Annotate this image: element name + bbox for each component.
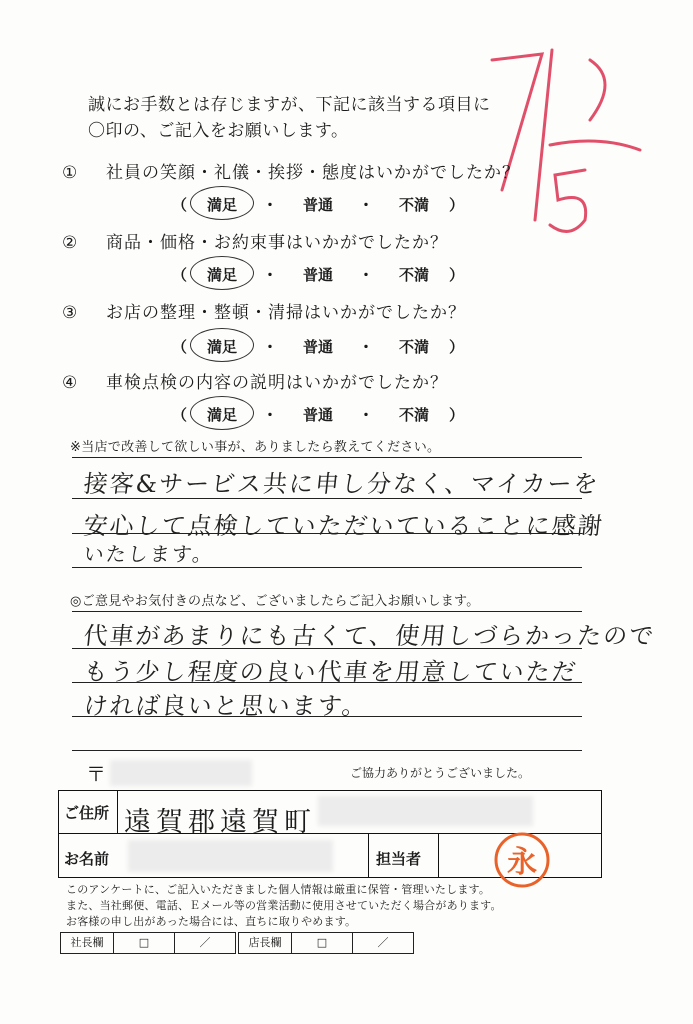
question-4 [62, 368, 448, 393]
divider [72, 567, 582, 568]
stamp-text: 永 [507, 845, 537, 880]
redacted-address [318, 796, 533, 826]
president-label: 社長欄 [60, 932, 114, 954]
intro-text [88, 92, 491, 144]
improvement-line-2: 安心して点検していただいていることに感謝 [82, 512, 606, 540]
privacy-line-3: お客様の申し出があった場合には、直ちに取りやめます。 [66, 915, 357, 928]
question-3-text: お店の整理・整頓・清掃はいかがでしたか？ [106, 303, 466, 323]
staff-label: 担当者 [376, 850, 422, 868]
date-mark [440, 40, 650, 240]
option-normal[interactable]: 普通 [302, 266, 333, 284]
close-paren: ） [448, 338, 464, 356]
address-label: ご住所 [64, 804, 110, 822]
form-col-divider [438, 833, 439, 877]
separator: ・ [358, 406, 374, 424]
president-slash[interactable]: ／ [174, 932, 236, 954]
option-satisfied[interactable]: 満足 [206, 266, 237, 284]
separator: ・ [358, 338, 374, 356]
option-satisfied[interactable]: 満足 [206, 196, 237, 214]
name-label: お名前 [64, 850, 110, 868]
divider [72, 498, 582, 499]
option-normal[interactable]: 普通 [302, 196, 333, 214]
open-paren: （ [172, 266, 188, 284]
opinion-line-2: もう少し程度の良い代車を用意していただ [82, 658, 580, 686]
question-2 [62, 228, 448, 253]
improvement-heading: ※当店で改善して欲しい事が、ありましたら教えてください。 [70, 440, 441, 455]
question-4-number: ④ [62, 373, 79, 393]
separator: ・ [262, 266, 278, 284]
question-3 [62, 298, 466, 323]
thanks-text: ご協力ありがとうございました。 [350, 766, 531, 780]
improvement-line-3: いたします。 [82, 542, 216, 566]
option-normal[interactable]: 普通 [302, 406, 333, 424]
redacted-name [128, 840, 333, 872]
divider [72, 457, 582, 458]
option-dissatisfied[interactable]: 不満 [398, 196, 429, 214]
question-3-number: ③ [62, 303, 79, 323]
intro-line-1: 誠にお手数とは存じますが、下記に該当する項目に [88, 95, 491, 115]
divider [72, 533, 582, 534]
open-paren: （ [172, 196, 188, 214]
divider [72, 648, 582, 649]
option-dissatisfied[interactable]: 不満 [398, 406, 429, 424]
separator: ・ [262, 406, 278, 424]
selected-circle [190, 328, 254, 362]
divider [72, 611, 582, 612]
option-dissatisfied[interactable]: 不満 [398, 338, 429, 356]
divider [72, 750, 582, 751]
separator: ・ [262, 196, 278, 214]
selected-circle [190, 186, 254, 220]
manager-box[interactable]: □ [291, 932, 353, 954]
form-col-divider [117, 790, 118, 833]
manager-slash[interactable]: ／ [352, 932, 414, 954]
selected-circle [190, 256, 254, 290]
privacy-notice [66, 882, 502, 930]
opinion-line-3: ければ良いと思います。 [82, 692, 370, 720]
question-2-text: 商品・価格・お約束事はいかがでしたか？ [106, 233, 448, 253]
opinion-heading: ◎ご意見やお気付きの点など、ございましたらご記入お願いします。 [70, 594, 480, 609]
option-satisfied[interactable]: 満足 [206, 406, 237, 424]
intro-line-2: 〇印の、ご記入をお願いします。 [88, 121, 349, 141]
question-1-text: 社員の笑顔・礼儀・挨拶・態度はいかがでしたか？ [106, 163, 520, 183]
option-satisfied[interactable]: 満足 [206, 338, 237, 356]
privacy-line-2: また、当社郵便、電話、Ｅメール等の営業活動に使用させていただく場合があります。 [66, 899, 502, 912]
separator: ・ [262, 338, 278, 356]
divider [72, 682, 582, 683]
question-1 [62, 158, 520, 183]
close-paren: ） [448, 196, 464, 214]
president-box[interactable]: □ [113, 932, 175, 954]
postal-mark: 〒 [86, 762, 106, 786]
open-paren: （ [172, 338, 188, 356]
form-col-divider [368, 833, 369, 877]
option-dissatisfied[interactable]: 不満 [398, 266, 429, 284]
question-2-number: ② [62, 233, 79, 253]
option-normal[interactable]: 普通 [302, 338, 333, 356]
close-paren: ） [448, 406, 464, 424]
separator: ・ [358, 266, 374, 284]
opinion-line-1: 代車があまりにも古くて、使用しづらかったので [82, 622, 657, 650]
redacted-postal-code [110, 760, 252, 786]
open-paren: （ [172, 406, 188, 424]
improvement-line-1: 接客&サービス共に申し分なく、マイカーを [82, 470, 601, 498]
question-4-text: 車検点検の内容の説明はいかがでしたか？ [106, 373, 448, 393]
manager-label: 店長欄 [238, 932, 292, 954]
privacy-line-1: このアンケートに、ご記入いただきました個人情報は厳重に保管・管理いたします。 [66, 883, 491, 896]
divider [72, 716, 582, 717]
address-value: 遠賀郡遠賀町 [124, 807, 316, 838]
selected-circle [190, 396, 254, 430]
question-1-number: ① [62, 163, 79, 183]
separator: ・ [358, 196, 374, 214]
close-paren: ） [448, 266, 464, 284]
